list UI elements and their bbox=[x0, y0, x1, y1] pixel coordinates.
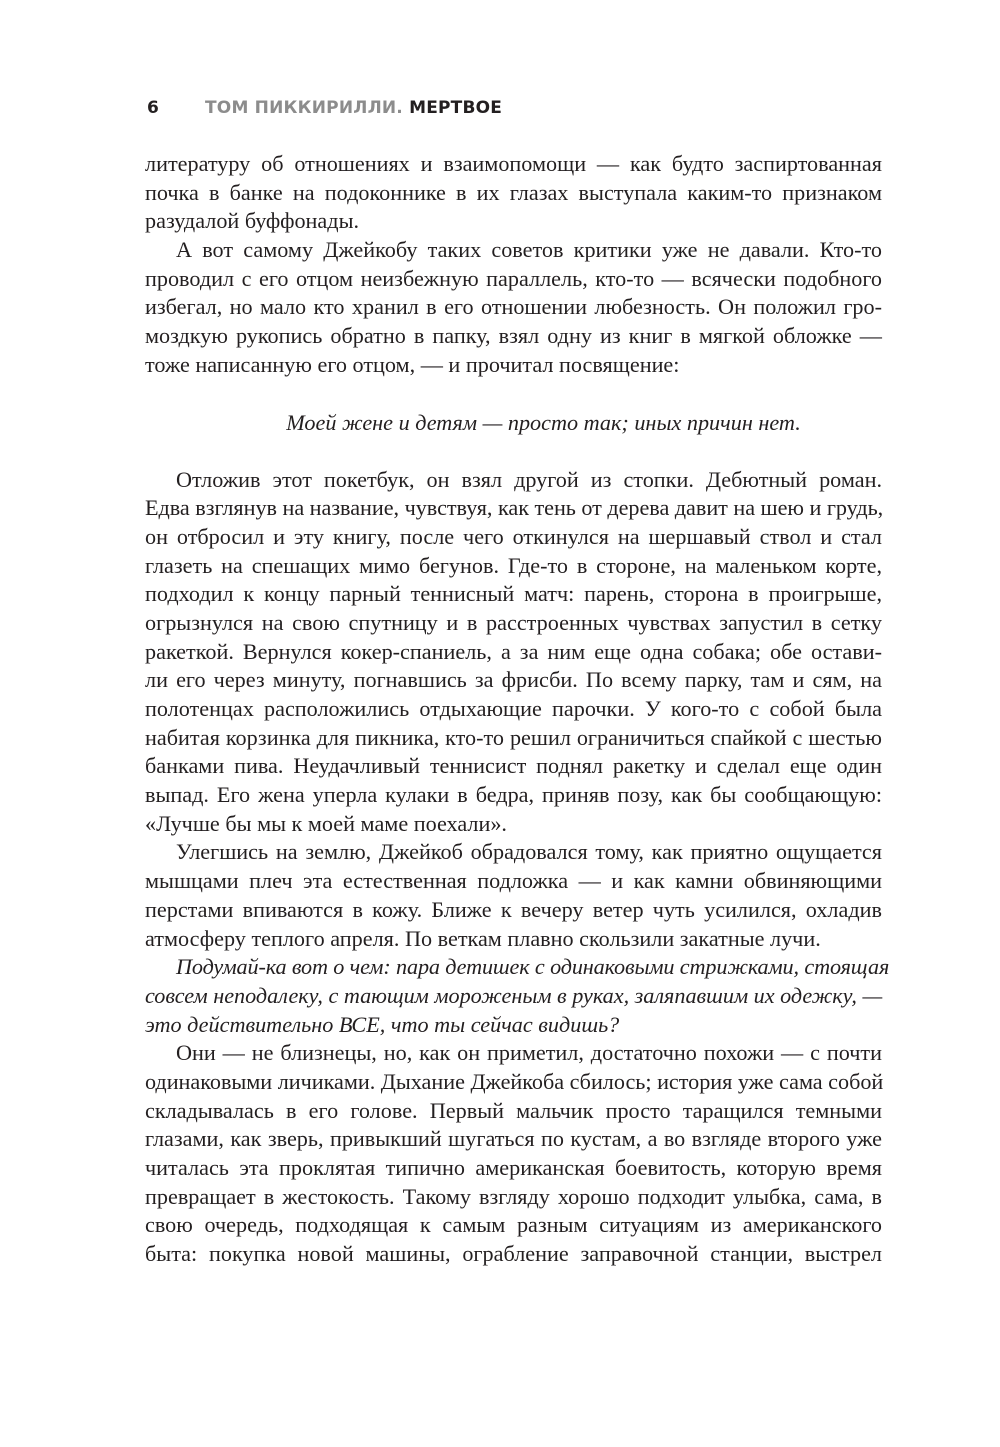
text-line: подходил к концу парный теннисный матч: парень, сторона в проигрыше, bbox=[145, 581, 882, 607]
text-line: перстами впиваются в кожу. Ближе к вечеру ветер чуть усилился, охладив bbox=[145, 896, 882, 922]
text-line: проводил с его отцом неизбежную параллель, кто-то — всячески подобного bbox=[145, 265, 882, 291]
text-line: выпад. Его жена уперла кулаки в бедра, приняв позу, как бы сообщающую: bbox=[145, 782, 882, 808]
text-line: банками пива. Неудачливый теннисист поднял ракетку и сделал еще один bbox=[145, 753, 882, 779]
text-line: Подумай-ка вот о чем: пара детишек с одинаковыми стрижками, стоящая bbox=[176, 954, 890, 980]
text-line: «Лучше бы мы к моей маме поехали». bbox=[145, 810, 507, 836]
body-text bbox=[145, 150, 890, 1269]
text-line: литературу об отношениях и взаимопомощи — как будто заспиртованная bbox=[145, 151, 882, 176]
text-line: почка в банке на подоконнике в их глазах выступала каким-то признаком bbox=[145, 179, 882, 205]
author-name: ТОМ ПИККИРИЛЛИ. bbox=[205, 98, 403, 118]
text-line: огрызнулся на свою спутницу и в расстроенных чувствах запустил в сетку bbox=[145, 609, 882, 635]
paragraph bbox=[145, 236, 882, 379]
text-line: полотенцах расположились отдыхающие парочки. У кого-то с собой была bbox=[145, 696, 882, 721]
dedication-epigraph: Моей жене и детям — просто так; иных причин нет. bbox=[286, 409, 801, 435]
text-line: Отложив этот покетбук, он взял другой из стопки. Дебютный роман. bbox=[176, 466, 882, 492]
text-line: свою очередь, подходящая к самым разным ситуациям из американского bbox=[145, 1212, 882, 1238]
text-line: ли его через минуту, погнавшись за фрисби. По всему парку, там и сям, на bbox=[145, 667, 882, 693]
text-line: это действительно ВСЕ, что ты сейчас видишь? bbox=[145, 1011, 620, 1037]
italic-paragraph bbox=[145, 953, 890, 1039]
text-line: набитая корзинка для пикника, кто-то решил ограничиться спайкой с шестью bbox=[145, 724, 882, 750]
page-number: 6 bbox=[147, 98, 160, 118]
text-line: превращает в жестокость. Такому взгляду хорошо подходит улыбка, сама, в bbox=[145, 1183, 882, 1209]
text-line: совсем неподалеку, с тающим мороженым в руках, заляпавшим их одежку, — bbox=[145, 982, 883, 1008]
text-line: А вот самому Джейкобу таких советов критики уже не давали. Кто-то bbox=[176, 237, 882, 263]
text-line: избегал, но мало кто хранил в его отношении любезность. Он положил гро- bbox=[145, 294, 882, 320]
text-line: быта: покупка новой машины, ограбление заправочной станции, выстрел bbox=[145, 1241, 882, 1267]
text-line: глазами, как зверь, привыкший шугаться по кустам, а во взгляде второго уже bbox=[145, 1126, 882, 1152]
text-line: читалась эта проклятая типично американская боевитость, которую время bbox=[145, 1155, 882, 1180]
text-line: тоже написанную его отцом, — и прочитал посвящение: bbox=[145, 351, 680, 377]
text-line: разудалой буффонады. bbox=[145, 208, 360, 234]
running-head-author bbox=[205, 98, 502, 118]
text-line: глазеть на спешащих мимо бегунов. Где-то в стороне, на маленьком корте, bbox=[145, 552, 882, 578]
text-line: одинаковыми личиками. Дыхание Джейкоба сбилось; история уже сама собой bbox=[145, 1068, 884, 1094]
text-line: он отбросил и эту книгу, после чего откинулся на шершавый ствол и стал bbox=[145, 523, 882, 549]
text-line: складывалась в его голове. Первый мальчик просто таращился темными bbox=[145, 1097, 882, 1123]
text-line: атмосферу теплого апреля. По веткам плавно скользили закатные лучи. bbox=[145, 925, 821, 951]
text-line: Они — не близнецы, но, как он приметил, достаточно похожи — с почти bbox=[176, 1040, 882, 1066]
text-line: Улегшись на землю, Джейкоб обрадовался тому, как приятно ощущается bbox=[176, 839, 882, 865]
text-line: Едва взглянув на название, чувствуя, как тень от дерева давит на шею и грудь, bbox=[145, 495, 884, 521]
paragraph bbox=[145, 1039, 882, 1269]
paragraph-continuation bbox=[145, 150, 882, 236]
text-line: ракеткой. Вернулся кокер-спаниель, а за ним еще одна собака; обе остави- bbox=[145, 638, 882, 664]
text-line: мышцами плеч эта естественная подложка — и как камни обвиняющими bbox=[145, 868, 882, 894]
paragraph bbox=[145, 466, 882, 839]
book-title: МЕРТВОЕ bbox=[409, 98, 503, 118]
paragraph bbox=[145, 838, 882, 953]
text-line: моздкую рукопись обратно в папку, взял одну из книг в мягкой обложке — bbox=[145, 323, 882, 349]
